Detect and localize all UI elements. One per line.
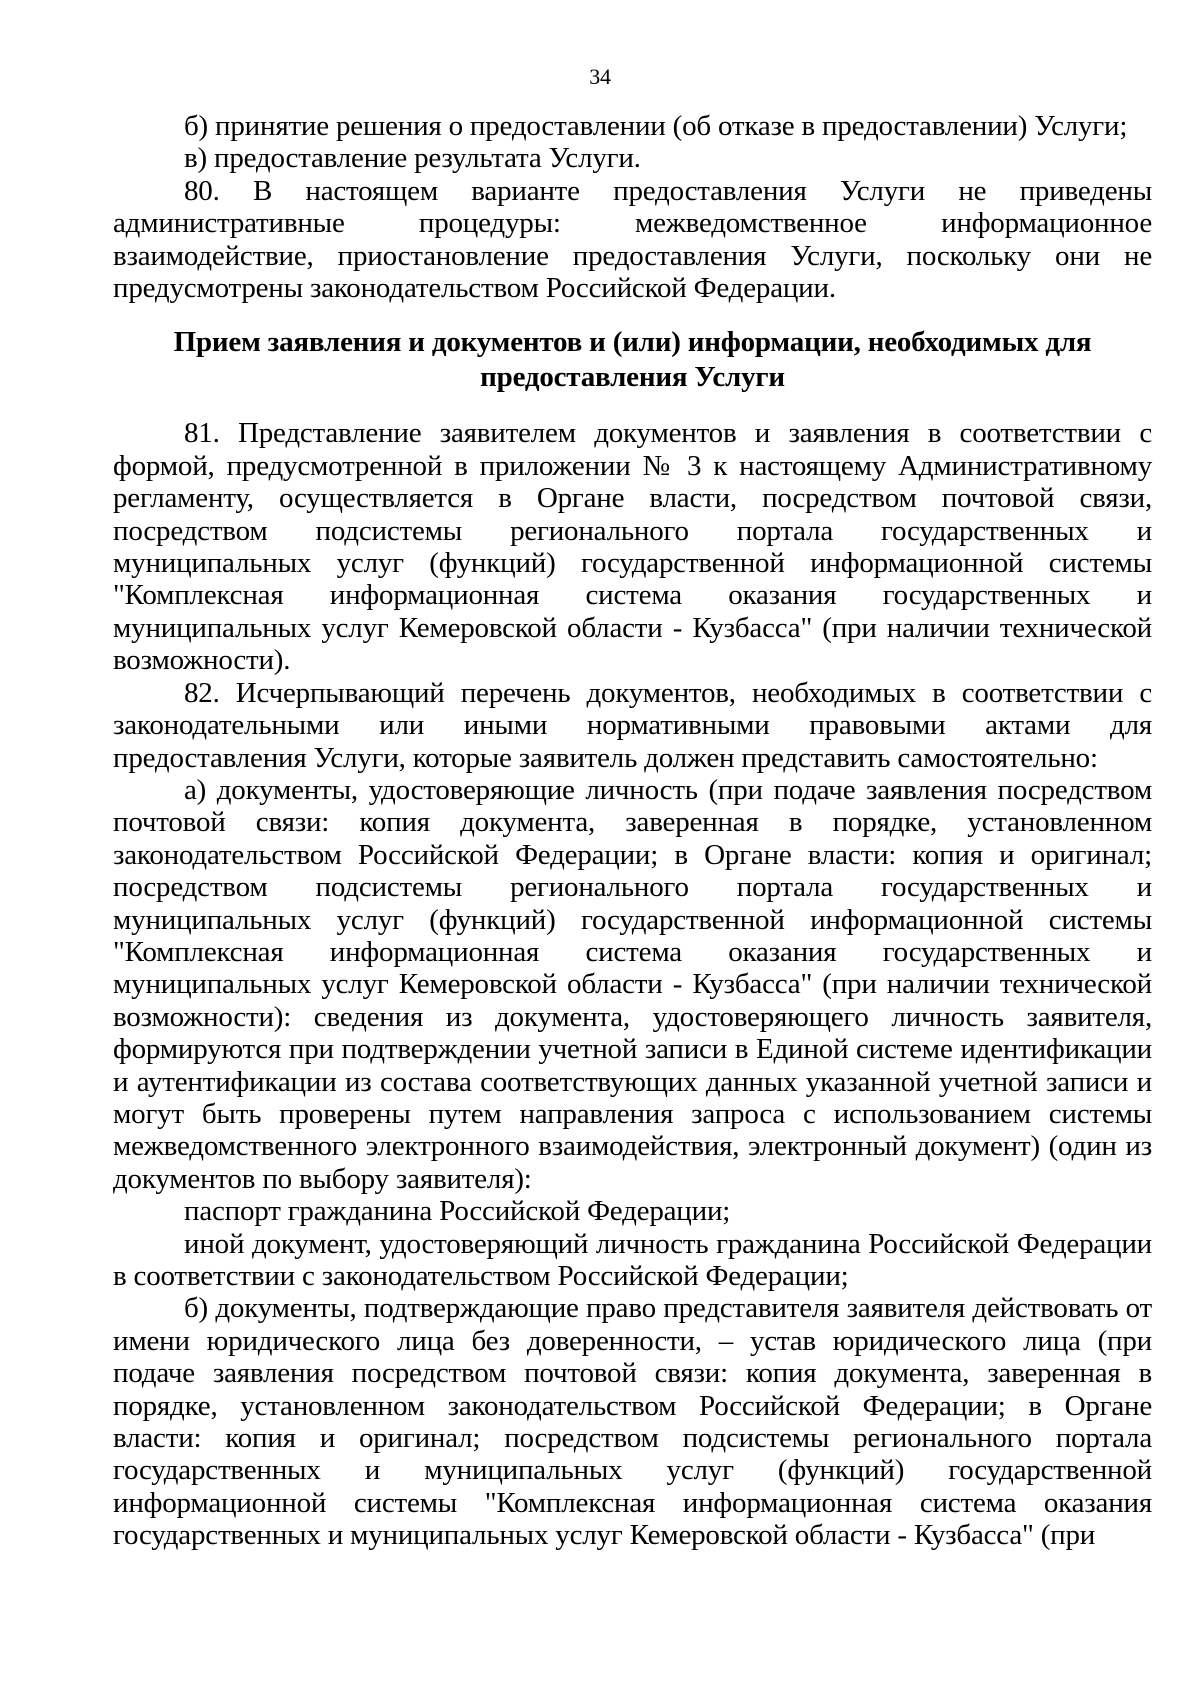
paragraph-other-document: иной документ, удостоверяющий личность гражданина Российской Федерации в соответствии с законодательством Российской Федерации;	[113, 1227, 1152, 1292]
paragraph-81: 81. Представление заявителем документов и заявления в соответствии с формой, предусмотренной в приложении № 3 к настоящему Административному регламенту, осуществляется в Органе власти, посредством почтовой связи, посредством подсистемы регионального портала государственных и муниципальных услуг (функций) государственной информационной системы "Комплексная информационная система оказания государственных и муниципальных услуг Кемеровской области - Кузбасса" (при наличии технической возможности).	[113, 417, 1152, 677]
paragraph-item-v: в) предоставление результата Услуги.	[184, 142, 641, 175]
page-number: 34	[589, 64, 611, 89]
section-heading-line-1: Прием заявления и документов и (или) информации, необходимых для	[173, 326, 1092, 359]
paragraph-passport: паспорт гражданина Российской Федерации;	[184, 1195, 731, 1228]
document-body	[113, 110, 1152, 1552]
section-heading-line-2: предоставления Услуги	[480, 361, 785, 394]
paragraph-82-b: б) документы, подтверждающие право представителя заявителя действовать от имени юридического лица без доверенности, – устав юридического лица (при подаче заявления посредством почтовой связи: копия документа, заверенная в порядке, установленном законодательством Российской Федерации; в Органе власти: копия и оригинал; посредством подсистемы регионального портала государственных и муниципальных услуг (функций) государственной информационной системы "Комплексная информационная система оказания государственных и муниципальных услуг Кемеровской области - Кузбасса" (при	[113, 1292, 1152, 1552]
paragraph-82: 82. Исчерпывающий перечень документов, необходимых в соответствии с законодательными или иными нормативными правовыми актами для предоставления Услуги, которые заявитель должен представить самостоятельно:	[113, 676, 1152, 774]
paragraph-82-a: а) документы, удостоверяющие личность (при подаче заявления посредством почтовой связи: копия документа, заверенная в порядке, установленном законодательством Российской Федерации; в Органе власти: копия и оригинал; посредством подсистемы регионального портала государственных и муниципальных услуг (функций) государственной информационной системы "Комплексная информационная система оказания государственных и муниципальных услуг Кемеровской области - Кузбасса" (при наличии технической возможности): сведения из документа, удостоверяющего личность заявителя, формируются при подтверждении учетной записи в Единой системе идентификации и аутентификации из состава соответствующих данных указанной учетной записи и могут быть проверены путем направления запроса с использованием системы межведомственного электронного взаимодействия, электронный документ) (один из документов по выбору заявителя):	[113, 773, 1152, 1195]
paragraph-item-b: б) принятие решения о предоставлении (об отказе в предоставлении) Услуги;	[184, 110, 1128, 142]
paragraph-80: 80. В настоящем варианте предоставления Услуги не приведены административные процедуры: межведомственное информационное взаимодействие, приостановление предоставления Услуги, поскольку они не предусмотрены законодательством Российской Федерации.	[113, 174, 1152, 305]
section-heading	[113, 325, 1152, 395]
